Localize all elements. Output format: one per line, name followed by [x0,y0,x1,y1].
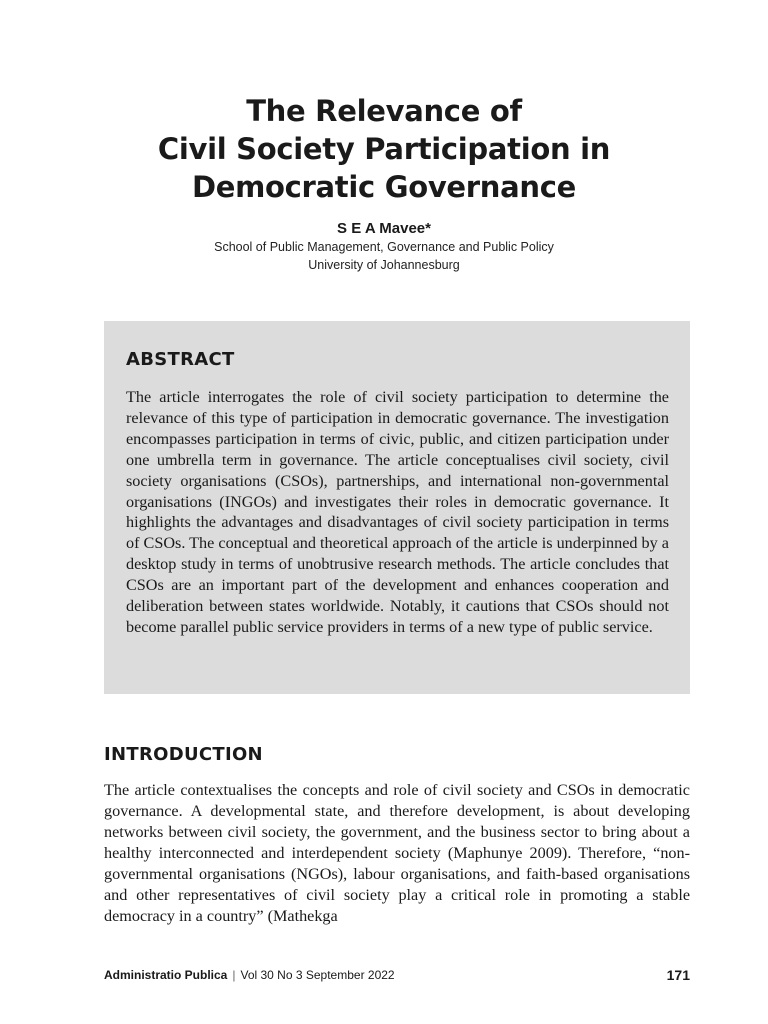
introduction-text: The article contextualises the concepts and role of civil society and CSOs in democratic governance. A developmental state, and therefore development, is about developing networks between civil society, the government, and the business sector to bring about a healthy interconnected and interdependent society (Maphunye 2009). Therefore, “non-governmental organisations (NGOs), labour organisations, and faith-based organisations and other representatives of civil society play a critical role in promoting a stable democracy in a country” (Mathekga [104,781,690,925]
title-line-1: The Relevance of [246,94,522,128]
affiliation-school: School of Public Management, Governance and Public Policy [214,240,554,254]
page-number: 171 [666,967,690,983]
title-line-3: Democratic Governance [191,170,577,204]
affiliation-university: University of Johannesburg [308,258,460,272]
page-footer [104,966,690,984]
journal-issue: Vol 30 No 3 September 2022 [240,968,395,982]
abstract-heading: ABSTRACT [126,349,235,370]
title-line-2: Civil Society Participation in [157,132,611,166]
abstract-box [104,321,690,694]
introduction-heading: INTRODUCTION [104,744,263,765]
abstract-text: The article interrogates the role of civil society participation to determine the relevance of this type of participation in democratic governance. The investigation encompasses participation in terms of civic, public, and citizen participation under one umbrella term in governance. The article conceptualises civil society, civil society organisations (CSOs), partnerships, and international non-governmental organisations (INGOs) and investigates their roles in democratic governance. It highlights the advantages and disadvantages of civil society participation in terms of CSOs. The conceptual and theoretical approach of the article is underpinned by a desktop study in terms of unobtrusive research methods. The article concludes that CSOs are an important part of the development and enhances cooperation and deliberation between states worldwide. Notably, it cautions that CSOs should not become parallel public service providers in terms of a new type of public service. [126,388,669,636]
journal-name: Administratio Publica [104,968,228,982]
author-name: S E A Mavee* [337,220,431,237]
page-title [84,92,684,206]
footer-separator: | [232,968,236,982]
